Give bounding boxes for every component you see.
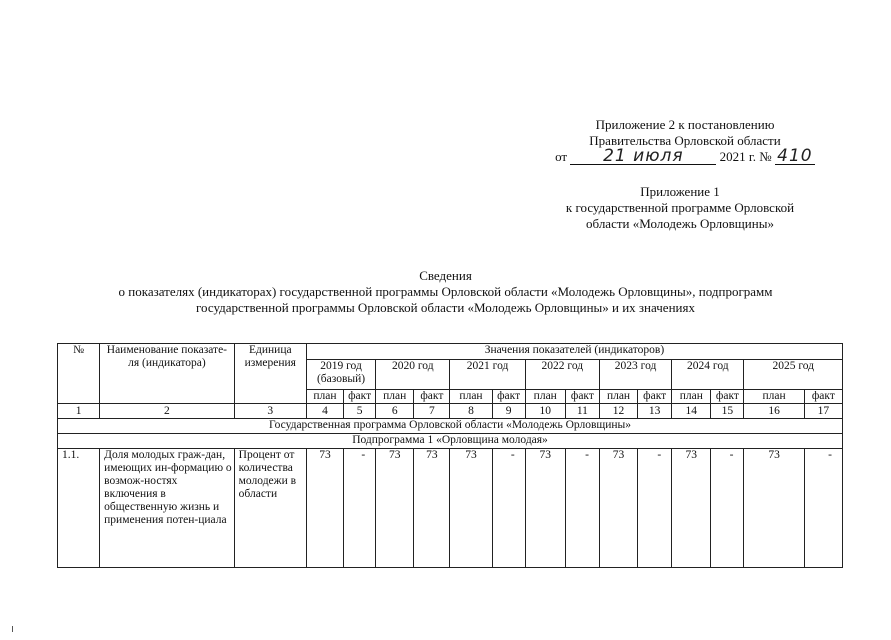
document-title xyxy=(40,268,851,316)
handwritten-number: 410 xyxy=(777,146,813,166)
value-cell: 73 xyxy=(414,449,450,568)
column-number: 17 xyxy=(804,404,842,419)
value-cell: - xyxy=(492,449,525,568)
value-cell: 73 xyxy=(599,449,637,568)
header-fact: факт xyxy=(804,390,842,404)
value-cell: - xyxy=(804,449,842,568)
header-name: Наименование показате-ля (индикатора) xyxy=(100,344,235,404)
header-fact: факт xyxy=(565,390,599,404)
indicators-table xyxy=(57,343,843,568)
column-number: 2 xyxy=(100,404,235,419)
column-number: 13 xyxy=(638,404,672,419)
column-number: 12 xyxy=(599,404,637,419)
header-plan: план xyxy=(450,390,492,404)
title-line3: государственной программы Орловской области «Молодежь Орловщины» и их значениях xyxy=(196,300,695,315)
handwritten-date: 21 июля xyxy=(603,146,684,166)
subprogram-row: Подпрограмма 1 «Орловщина молодая» xyxy=(58,434,843,449)
resolution-date-line xyxy=(520,146,850,166)
appendix-2-line2: Правительства Орловской области xyxy=(589,133,781,148)
column-number-row xyxy=(58,404,843,419)
header-fact: факт xyxy=(344,390,376,404)
appendix-1-line3: области «Молодежь Орловщины» xyxy=(586,216,774,231)
header-unit: Единица измерения xyxy=(234,344,306,404)
value-cell: 73 xyxy=(744,449,804,568)
date-prefix: от xyxy=(555,149,568,164)
header-year: 2022 год xyxy=(525,360,599,390)
value-cell: - xyxy=(565,449,599,568)
program-row: Государственная программа Орловской области «Молодежь Орловщины» xyxy=(58,419,843,434)
header-plan: план xyxy=(599,390,637,404)
appendix-1-line2: к государственной программе Орловской xyxy=(565,200,795,215)
column-number: 16 xyxy=(744,404,804,419)
column-number: 3 xyxy=(234,404,306,419)
title-line2: о показателях (индикаторах) государственной программы Орловской области «Молодежь Орловщины», подпрограмм xyxy=(118,284,773,299)
column-number: 5 xyxy=(344,404,376,419)
value-cell: 73 xyxy=(306,449,343,568)
column-number: 11 xyxy=(565,404,599,419)
header-plan: план xyxy=(744,390,804,404)
header-num: № xyxy=(58,344,100,404)
header-year: 2020 год xyxy=(376,360,450,390)
appendix-2-line1: Приложение 2 к постановлению xyxy=(595,117,775,132)
column-number: 4 xyxy=(306,404,343,419)
header-plan: план xyxy=(525,390,565,404)
row-indicator-name: Доля молодых граж-дан, имеющих ин-формацию о возмож-ностях включения в общественную жизнь и применения потен-циала xyxy=(100,449,235,568)
column-number: 15 xyxy=(711,404,744,419)
value-cell: 73 xyxy=(376,449,414,568)
table-row xyxy=(58,449,843,568)
header-year: 2024 год xyxy=(672,360,744,390)
header-plan: план xyxy=(672,390,711,404)
year-text: 2021 г. № xyxy=(719,149,772,164)
column-number: 7 xyxy=(414,404,450,419)
value-cell: 73 xyxy=(525,449,565,568)
column-number: 8 xyxy=(450,404,492,419)
header-plan: план xyxy=(376,390,414,404)
appendix-1-line1: Приложение 1 xyxy=(640,184,720,199)
column-number: 6 xyxy=(376,404,414,419)
scan-margin-mark xyxy=(12,626,13,632)
header-year: 2025 год xyxy=(744,360,843,390)
header-fact: факт xyxy=(711,390,744,404)
header-year: 2019 год (базовый) xyxy=(306,360,375,390)
value-cell: - xyxy=(344,449,376,568)
column-number: 14 xyxy=(672,404,711,419)
header-year: 2023 год xyxy=(599,360,671,390)
header-fact: факт xyxy=(638,390,672,404)
column-number: 1 xyxy=(58,404,100,419)
row-num: 1.1. xyxy=(58,449,100,568)
header-values-group: Значения показателей (индикаторов) xyxy=(306,344,842,360)
value-cell: 73 xyxy=(672,449,711,568)
column-number: 9 xyxy=(492,404,525,419)
header-fact: факт xyxy=(492,390,525,404)
value-cell: - xyxy=(711,449,744,568)
column-number: 10 xyxy=(525,404,565,419)
header-fact: факт xyxy=(414,390,450,404)
appendix-1-block xyxy=(520,184,840,232)
header-plan: план xyxy=(306,390,343,404)
title-heading: Сведения xyxy=(419,268,472,283)
appendix-2-block xyxy=(520,117,850,165)
value-cell: - xyxy=(638,449,672,568)
row-unit: Процент от количества молодежи в области xyxy=(234,449,306,568)
value-cell: 73 xyxy=(450,449,492,568)
header-year: 2021 год xyxy=(450,360,525,390)
